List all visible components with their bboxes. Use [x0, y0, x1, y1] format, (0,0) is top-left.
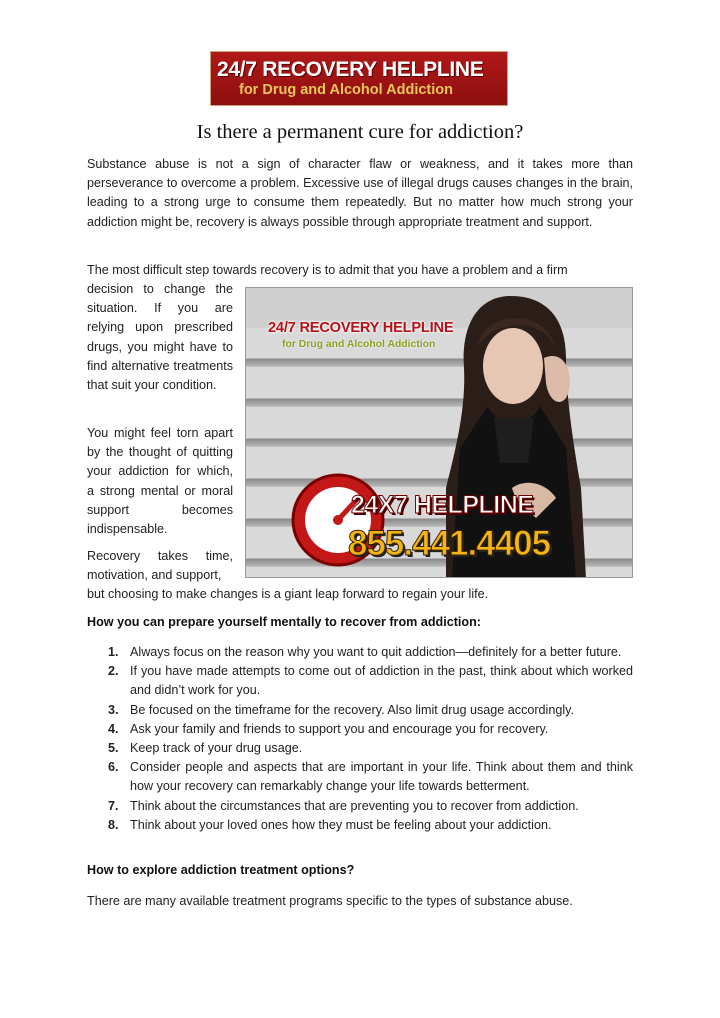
paragraph-4-wrap: Recovery takes time, motivation, and support,	[87, 549, 233, 583]
page-title: Is there a permanent cure for addiction?	[196, 121, 524, 143]
list-item-text: Ask your family and friends to support you and encourage you for recovery.	[130, 721, 549, 736]
photo-helpline-label: 24X7 HELPLINE	[351, 491, 534, 519]
list-item	[108, 758, 633, 796]
list-item-number: 8.	[108, 817, 119, 832]
photo-title: 24/7 RECOVERY HELPLINE	[268, 320, 454, 336]
photo-subtitle: for Drug and Alcohol Addiction	[282, 339, 436, 350]
list-item-number: 5.	[108, 741, 119, 756]
paragraph-4-tail: but choosing to make changes is a giant leap forward to regain your life.	[87, 587, 489, 601]
list-item	[108, 701, 633, 720]
list-item-text: Be focused on the timeframe for the recovery. Also limit drug usage accordingly.	[130, 702, 575, 717]
section-heading-prepare: How you can prepare yourself mentally to recover from addiction:	[87, 615, 481, 629]
list-item-text: If you have made attempts to come out of addiction in the past, think about which worked and didn’t work for you.	[130, 664, 633, 698]
list-item-number: 7.	[108, 798, 119, 813]
photo-phone-number: 855.441.4405	[348, 524, 551, 563]
paragraph-2-wrap: decision to change the situation. If you are relying upon prescribed drugs, you might have to find alternative treatments that suit your condition.	[87, 282, 233, 393]
list-item-text: Consider people and aspects that are important in your life. Think about them and think how your recovery can remarkably change your life towards betterment.	[130, 760, 633, 794]
paragraph-3: You might feel torn apart by the thought of quitting your addiction for which, a strong mental or moral support becomes indispensable.	[87, 426, 233, 537]
steps-list	[108, 643, 633, 835]
helpline-banner-logo	[210, 51, 508, 106]
list-item-number: 1.	[108, 645, 119, 659]
helpline-photo	[245, 287, 633, 578]
list-item-text: Keep track of your drug usage.	[130, 741, 303, 756]
list-item-text: Think about the circumstances that are preventing you to recover from addiction.	[130, 798, 579, 813]
banner-subtitle: for Drug and Alcohol Addiction	[239, 81, 453, 98]
list-item-number: 3.	[108, 702, 119, 717]
section-heading-explore: How to explore addiction treatment options?	[87, 863, 355, 877]
banner-title: 24/7 RECOVERY HELPLINE	[217, 57, 484, 81]
list-item	[108, 643, 633, 662]
list-item-number: 4.	[108, 721, 119, 736]
paragraph-2-lead: The most difficult step towards recovery is to admit that you have a problem and a firm	[87, 263, 568, 277]
closing-paragraph: There are many available treatment programs specific to the types of substance abuse.	[87, 894, 573, 908]
intro-paragraph: Substance abuse is not a sign of character flaw or weakness, and it takes more than perseverance to overcome a problem. Excessive use of illegal drugs causes changes in the brain, leading to a strong urge to consume them repeatedly. But no matter how much strong your addiction might be, recovery is always possible through appropriate treatment and support.	[87, 157, 633, 229]
list-item-text: Always focus on the reason why you want to quit addiction—definitely for a better future.	[130, 645, 622, 659]
list-item-number: 2.	[108, 664, 119, 679]
list-item	[108, 720, 633, 739]
list-item	[108, 739, 633, 758]
list-item-text: Think about your loved ones how they must be feeling about your addiction.	[130, 817, 552, 832]
list-item	[108, 816, 633, 835]
list-item-number: 6.	[108, 760, 119, 775]
list-item	[108, 662, 633, 700]
list-item	[108, 797, 633, 816]
